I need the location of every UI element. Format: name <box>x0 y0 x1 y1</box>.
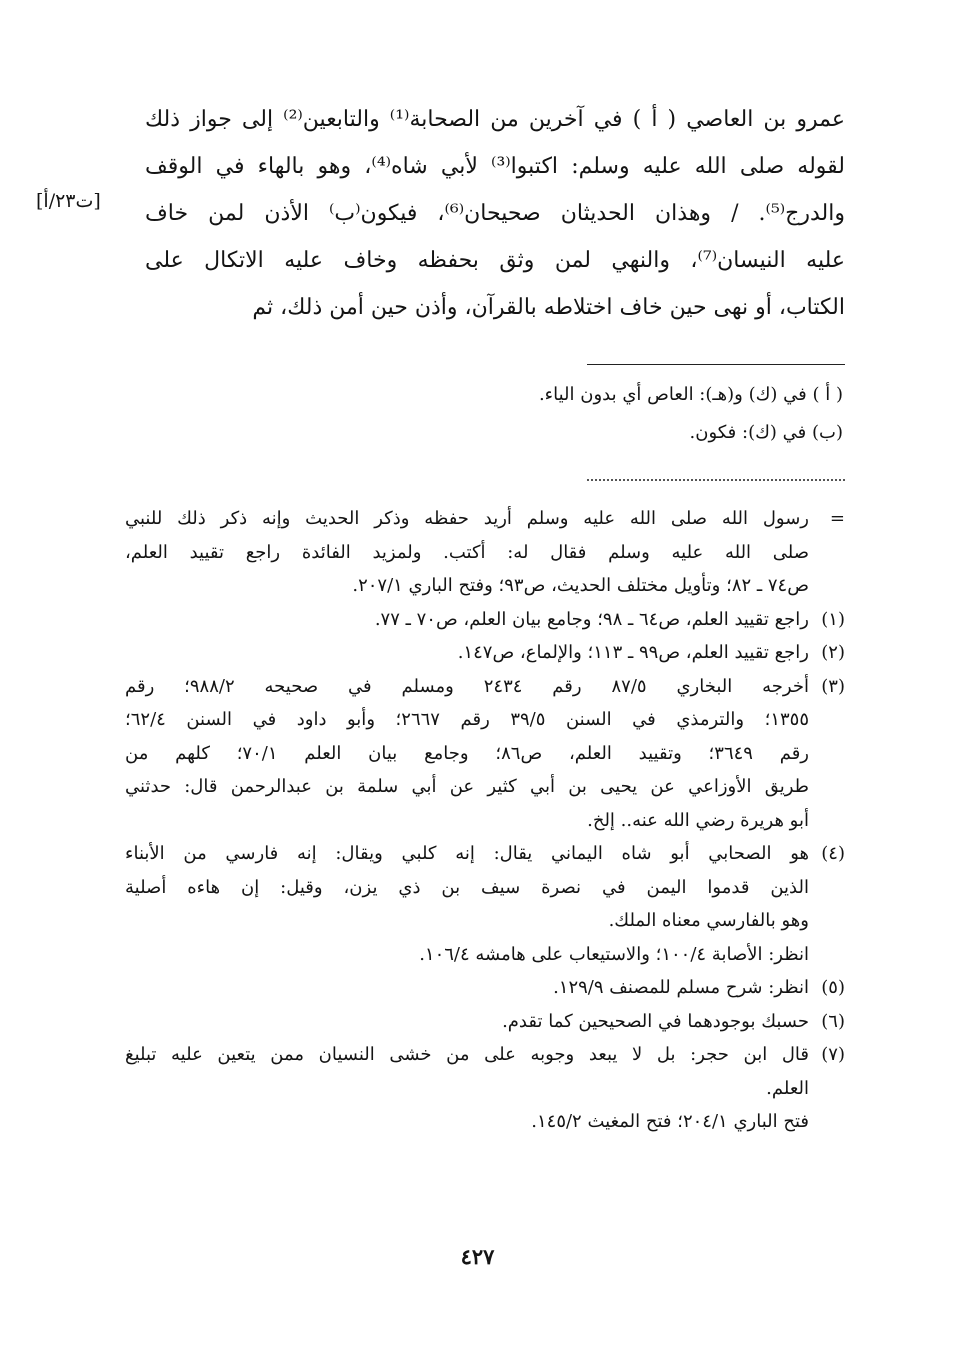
footnote-4 <box>125 837 845 971</box>
footnote-line: حسبك بوجودهما في الصحيحين كما تقدم. <box>502 1010 809 1032</box>
footnote-body <box>125 837 809 971</box>
variant-note: ( أ ) في (ك) و(هـ): العاص أي بدون الياء. <box>538 384 843 405</box>
page-number: ٤٢٧ <box>460 1244 495 1269</box>
footnote-body <box>125 502 809 603</box>
footnote-number: (٧) <box>821 1044 845 1065</box>
footnote-line: هو الصحابي أبو شاه اليماني يقال: إنه كلبي ويقال: إنه فارسي من الأبناء <box>125 843 809 864</box>
manuscript-folio-marker: [ت٢٣/أ] <box>36 190 101 212</box>
footnote-line: الذين قدموا اليمن في نصرة سيف بن ذي يزن، وقيل: إن هاءه أصلية <box>125 876 809 898</box>
footnote-line: انظر: الأصابة ١٠٠/٤؛ والاستيعاب على هامشه ١٠٦/٤. <box>419 943 809 965</box>
footnote-1 <box>125 603 845 637</box>
footnote-body <box>125 636 809 670</box>
footnote-line: راجع تقييد العلم، ص٦٤ ـ ٩٨؛ وجامع بيان العلم، ص٧٠ ـ ٧٧. <box>374 608 809 630</box>
footnote-number: (٣) <box>821 675 845 697</box>
footnote-line: راجع تقييد العلم، ص٩٩ ـ ١١٣؛ والإلماع، ص١٤٧. <box>457 642 809 663</box>
footnote-line: قال ابن حجر: بل لا يبعد وجوبه على من خشى النسيان ممن يتعين عليه تبليغ <box>125 1044 809 1065</box>
footnotes-block <box>125 502 845 1139</box>
footnote-line: صلى الله عليه وسلم فقال له: أكتب. ولمزيد الفائدة راجع تقييد العلم، <box>125 541 809 563</box>
footnote-line: أبو هريرة رضي الله عنه.. إلخ. <box>587 809 809 831</box>
footnote-5 <box>125 971 845 1005</box>
variant-notes <box>143 376 843 452</box>
main-text-block <box>145 96 845 331</box>
dotted-separator-line <box>587 479 845 481</box>
main-text-line: والدرج⁽⁵⁾. / وهذان الحديثان صحيحان⁽⁶⁾، فيكون⁽ب⁾ الأذن لمن خاف <box>145 201 845 226</box>
footnote-number: (٥) <box>821 977 845 998</box>
footnote-line: رسول الله صلى الله عليه وسلم أريد حفظه وذكر الحديث وإنه ذكر ذلك للنبي <box>125 508 809 529</box>
footnote-body <box>125 603 809 637</box>
main-text-line: الكتاب، أو نهى حين خاف اختلاطه بالقرآن، وأذن حين أمن ذلك، ثم <box>252 295 845 320</box>
footnote-line: رقم ٣٦٤٩؛ وتقييد العلم، ص٨٦؛ وجامع بيان العلم ٧٠/١؛ كلهم من <box>125 742 809 764</box>
footnote-line: فتح الباري ٢٠٤/١؛ فتح المغيث ١٤٥/٢. <box>531 1111 809 1132</box>
footnote-line: طريق الأوزاعي عن يحيى بن أبي كثير عن أبي سلمة بن عبدالرحمن قال: حدثني <box>125 776 809 797</box>
footnote-body <box>125 670 809 838</box>
footnote-body <box>125 1038 809 1139</box>
footnote-number: (٢) <box>821 642 845 663</box>
footnote-continuation <box>125 502 845 603</box>
footnote-6 <box>125 1005 845 1039</box>
footnote-line: أخرجه البخاري ٨٧/٥ رقم ٢٤٣٤ ومسلم في صحيحه ٩٨٨/٢؛ رقم <box>125 675 809 697</box>
main-text-line: لقوله صلى الله عليه وسلم: اكتبوا⁽³⁾ لأبي شاه⁽⁴⁾، وهو بالهاء في الوقف <box>145 154 845 179</box>
footnote-separator-line <box>587 364 845 365</box>
footnote-line: العلم. <box>766 1077 809 1099</box>
footnote-body <box>125 1005 809 1039</box>
footnote-number: = <box>829 508 845 529</box>
footnote-number: (٦) <box>821 1010 845 1032</box>
footnote-line: ص٧٤ ـ ٨٢؛ وتأويل مختلف الحديث، ص٩٣؛ وفتح الباري ٢٠٧/١. <box>352 575 809 596</box>
footnote-number: (١) <box>821 608 845 630</box>
footnote-body <box>125 971 809 1005</box>
footnote-line: انظر: شرح مسلم للمصنف ١٢٩/٩. <box>553 977 809 998</box>
variant-note: (ب) في (ك): فكون. <box>689 422 843 443</box>
main-text-line: عمرو بن العاصي ( أ ) في آخرين من الصحابة⁽¹⁾ والتابعين⁽²⁾ إلى جواز ذلك <box>145 107 845 132</box>
footnote-7 <box>125 1038 845 1139</box>
main-text-line: عليه النيسان⁽⁷⁾، والنهي لمن وثق بحفظه وخاف عليه الاتكال على <box>145 248 845 273</box>
footnote-line: وهو بالفارسي معناه الملك. <box>608 910 809 931</box>
footnote-line: ١٣٥٥؛ والترمذي في السنن ٣٩/٥ رقم ٢٦٦٧؛ وأبو داود في السنن ٦٢/٤؛ <box>125 709 809 730</box>
footnote-2 <box>125 636 845 670</box>
footnote-number: (٤) <box>821 843 845 864</box>
footnote-3 <box>125 670 845 838</box>
